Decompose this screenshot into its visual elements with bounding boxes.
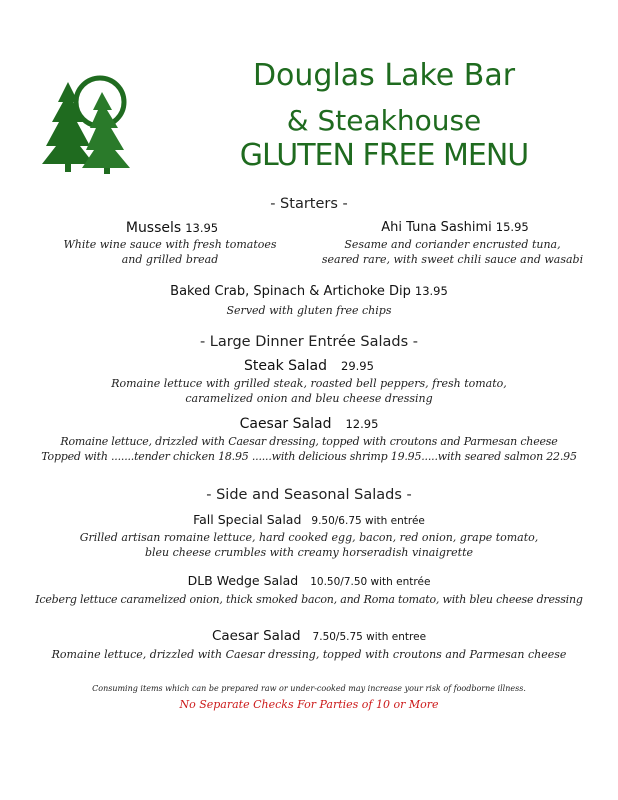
separate-checks-notice: No Separate Checks For Parties of 10 or More: [179, 698, 439, 711]
item-mussels-desc: [60, 237, 280, 267]
item-caesar-salad: [0, 416, 618, 432]
desc-line: Romaine lettuce, drizzled with Caesar dressing, topped with croutons and Parmesan cheese: [60, 435, 558, 448]
item-name: Mussels: [125, 220, 182, 236]
menu-title: GLUTEN FREE MENU: [239, 138, 529, 173]
section-starters: - Starters -: [270, 196, 348, 212]
desc-line: seared rare, with sweet chili sauce and wasabi: [321, 253, 584, 266]
item-mussels: [112, 220, 232, 236]
item-name: DLB Wedge Salad: [187, 573, 299, 588]
item-name: Baked Crab, Spinach & Artichoke Dip: [170, 284, 411, 299]
item-steak-salad: [0, 358, 618, 374]
desc-line: Sesame and coriander encrusted tuna,: [344, 238, 561, 251]
desc-line: bleu cheese crumbles with creamy horseradish vinaigrette: [144, 546, 474, 559]
item-price: 29.95: [341, 359, 374, 373]
desc-line: Romaine lettuce with grilled steak, roasted bell peppers, fresh tomato,: [111, 377, 507, 390]
restaurant-name: Douglas Lake Bar: [252, 58, 516, 93]
item-price: 13.95: [185, 221, 219, 235]
item-name: Caesar Salad: [211, 628, 301, 644]
item-fall-desc: [0, 530, 618, 560]
desc-line: Grilled artisan romaine lettuce, hard cooked egg, bacon, red onion, grape tomato,: [79, 531, 539, 544]
desc-line: and grilled bread: [121, 253, 219, 266]
item-name: Caesar Salad: [239, 416, 332, 432]
item-side-caesar-desc: Romaine lettuce, drizzled with Caesar dressing, topped with croutons and Parmesan cheese: [51, 648, 567, 661]
item-price: 13.95: [414, 284, 448, 298]
item-crab-dip: [0, 284, 618, 299]
item-name: Fall Special Salad: [193, 512, 302, 527]
item-dlb-wedge: [0, 573, 618, 588]
item-name: Steak Salad: [244, 358, 327, 374]
item-caesar-desc: [0, 434, 618, 464]
item-price: 7.50/5.75 with entree: [312, 631, 427, 643]
item-steak-desc: [0, 376, 618, 406]
item-price: 9.50/6.75 with entrée: [311, 515, 425, 527]
item-side-caesar: [0, 628, 618, 644]
foodborne-warning: Consuming items which can be prepared raw or under-cooked may increase your risk of foodborne illness.: [92, 684, 526, 693]
section-side-salads: - Side and Seasonal Salads -: [206, 487, 412, 503]
item-wedge-desc: Iceberg lettuce caramelized onion, thick smoked bacon, and Roma tomato, with bleu cheese dressing: [35, 593, 583, 606]
item-price: 10.50/7.50 with entrée: [310, 576, 431, 588]
desc-line: Topped with .......tender chicken 18.95 ......with delicious shrimp 19.95.....with seared salmon 22.95: [41, 450, 577, 463]
desc-line: caramelized onion and bleu cheese dressing: [185, 392, 433, 405]
section-dinner-salads: - Large Dinner Entrée Salads -: [199, 334, 419, 350]
tree-logo-icon: [38, 64, 136, 176]
item-price: 15.95: [495, 220, 529, 234]
item-ahi-tuna: [340, 220, 570, 235]
item-ahi-desc: [320, 237, 585, 267]
restaurant-subname: & Steakhouse: [286, 104, 482, 137]
item-price: 12.95: [345, 417, 379, 431]
desc-line: White wine sauce with fresh tomatoes: [63, 238, 277, 251]
item-name: Ahi Tuna Sashimi: [381, 220, 492, 235]
item-fall-special: [0, 512, 618, 527]
item-crab-desc: Served with gluten free chips: [226, 304, 392, 317]
